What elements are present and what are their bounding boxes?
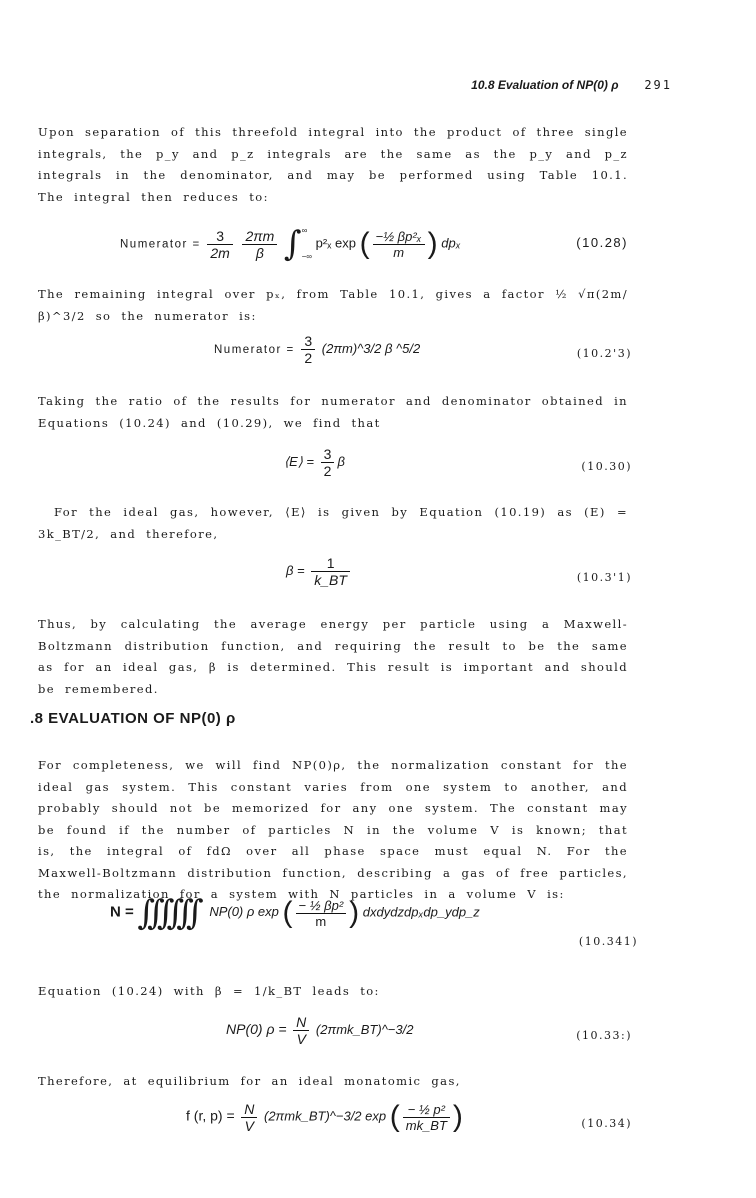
paragraph-5: Thus, by calculating the average energy per particle using a Maxwell-Boltzmann distribution function, and requiring the result to be the same as for an ideal gas, β is determined. This result is important and should be remembered. bbox=[38, 617, 628, 696]
frac-den: 2 bbox=[323, 463, 332, 479]
frac-den: 2 bbox=[304, 350, 313, 366]
running-header bbox=[471, 78, 672, 92]
equation-10-28: Numerator = $\frac{3}{2m}$ $\frac{2\pi m}{\beta}$ ∫ ∞ −∞ p²ₓ exp ( $\frac{\text{−½ βp²ₓ}}{m}$ ) dpₓ bbox=[120, 218, 461, 270]
eq-lhs: NP(0) ρ = bbox=[226, 1020, 287, 1037]
frac-num: 1 bbox=[311, 555, 350, 572]
eq-number-10-32: (10.341) bbox=[578, 935, 638, 948]
paragraph-2: The remaining integral over pₓ, from Table 10.1, gives a factor ½ √π(2m/β)^3/2 so the numerator is: bbox=[38, 287, 628, 323]
eq-number-10-33: (10.33:) bbox=[576, 1029, 632, 1042]
equation-10-34: f (r, p) = $\frac{N}{V}$ (2πmk_BT)^−3/2 exp ( $\frac{\text{− ½ p²}}{mk\_BT}$ ) bbox=[186, 1100, 463, 1134]
eq-rhs: (2πm)^3/2 β ^5/2 bbox=[321, 340, 421, 356]
eq-number-10-29: (10.2'3) bbox=[576, 347, 632, 360]
arg-den: m bbox=[393, 244, 405, 260]
eq-lhs: Numerator = bbox=[214, 343, 295, 356]
frac-den: V bbox=[244, 1117, 254, 1134]
equation-10-29 bbox=[214, 333, 420, 366]
eq-lhs: f (r, p) = bbox=[186, 1107, 235, 1124]
frac-den: 2m bbox=[210, 244, 230, 261]
int-upper: ∞ bbox=[301, 226, 308, 235]
arg-num: − ½ βp² bbox=[296, 898, 347, 914]
frac-num: N bbox=[293, 1014, 309, 1031]
frac-num: N bbox=[241, 1101, 257, 1118]
eq-lhs: β = bbox=[286, 562, 305, 578]
integral-sign: ∫ bbox=[283, 224, 302, 264]
sextuple-integral: ∫∫∫∫∫∫ bbox=[137, 893, 196, 933]
equation-10-30 bbox=[284, 446, 345, 479]
eq-middle: (2πmk_BT)^−3/2 exp bbox=[264, 1108, 387, 1124]
paragraph-6: For completeness, we will find NP(0)ρ, the normalization constant for the ideal gas system. This constant varies from one system to another, and probably should not be memorized for any one system. The constant may be found if the number of particles N in the volume V is known; that is, the integral of fdΩ over all phase space must equal N. For the Maxwell-Boltzmann distribution function, describing a gas of free particles, the normalization for a system with N particles in a volume V is: bbox=[38, 758, 628, 901]
frac-num: 3 bbox=[207, 228, 232, 245]
eq-number-10-34: (10.34) bbox=[581, 1117, 632, 1130]
frac-den: k_BT bbox=[314, 572, 347, 588]
frac-num: 3 bbox=[301, 333, 315, 350]
frac-num: 3 bbox=[321, 446, 335, 463]
eq-lhs: Numerator = bbox=[120, 238, 201, 251]
paragraph-4: For the ideal gas, however, ⟨E⟩ is given by Equation (10.19) as (E) = 3k_BT/2, and therefore, bbox=[38, 505, 628, 541]
arg-den: m bbox=[315, 913, 327, 929]
equation-10-32: N = ∫∫∫∫∫∫ NP(0) ρ exp ( $\frac{\text{− ½ βp²}}{m}$ ) dxdydzdpₓdp_ydp_z bbox=[110, 893, 480, 933]
arg-num: − ½ p² bbox=[403, 1102, 450, 1118]
eq-number-10-28: (10.28) bbox=[576, 235, 628, 250]
eq-lhs: ⟨E⟩ = bbox=[284, 453, 315, 469]
header-section-title: 10.8 Evaluation of NP(0) ρ bbox=[471, 78, 619, 92]
eq-number-10-31: (10.3'1) bbox=[576, 571, 632, 584]
arg-num: −½ βp²ₓ bbox=[373, 229, 425, 245]
frac-den: β bbox=[255, 244, 264, 261]
eq-rhs: (2πmk_BT)^−3/2 bbox=[315, 1021, 414, 1037]
page-number: 291 bbox=[644, 78, 672, 92]
arg-den: mk_BT bbox=[405, 1117, 447, 1133]
frac-den: V bbox=[296, 1031, 306, 1047]
eq-tail: dpₓ bbox=[441, 235, 461, 251]
paragraph-7: Equation (10.24) with β = 1/k_BT leads to: bbox=[38, 984, 380, 998]
eq-lhs: N = bbox=[110, 903, 134, 921]
eq-body: p²ₓ exp bbox=[315, 235, 357, 251]
paragraph-8: Therefore, at equilibrium for an ideal monatomic gas, bbox=[38, 1074, 461, 1088]
eq-body: NP(0) ρ exp bbox=[209, 904, 279, 920]
equation-10-31 bbox=[286, 555, 353, 588]
int-lower: −∞ bbox=[301, 252, 312, 261]
section-heading: .8 EVALUATION OF NP(0) ρ bbox=[30, 710, 236, 727]
equation-10-33 bbox=[226, 1014, 413, 1047]
frac-num: 2πm bbox=[242, 228, 277, 245]
paragraph-1: Upon separation of this threefold integral into the product of three single integrals, the p_y and p_z integrals are the same as the p_y and p_z integrals in the denominator, and may be performed using Table 10.1. The integral then reduces to: bbox=[38, 125, 628, 204]
eq-number-10-30: (10.30) bbox=[581, 460, 632, 473]
eq-rhs: β bbox=[337, 453, 345, 469]
paragraph-3: Taking the ratio of the results for numerator and denominator obtained in Equations (10.24) and (10.29), we find that bbox=[38, 394, 628, 430]
eq-tail: dxdydzdpₓdp_ydp_z bbox=[362, 904, 480, 920]
